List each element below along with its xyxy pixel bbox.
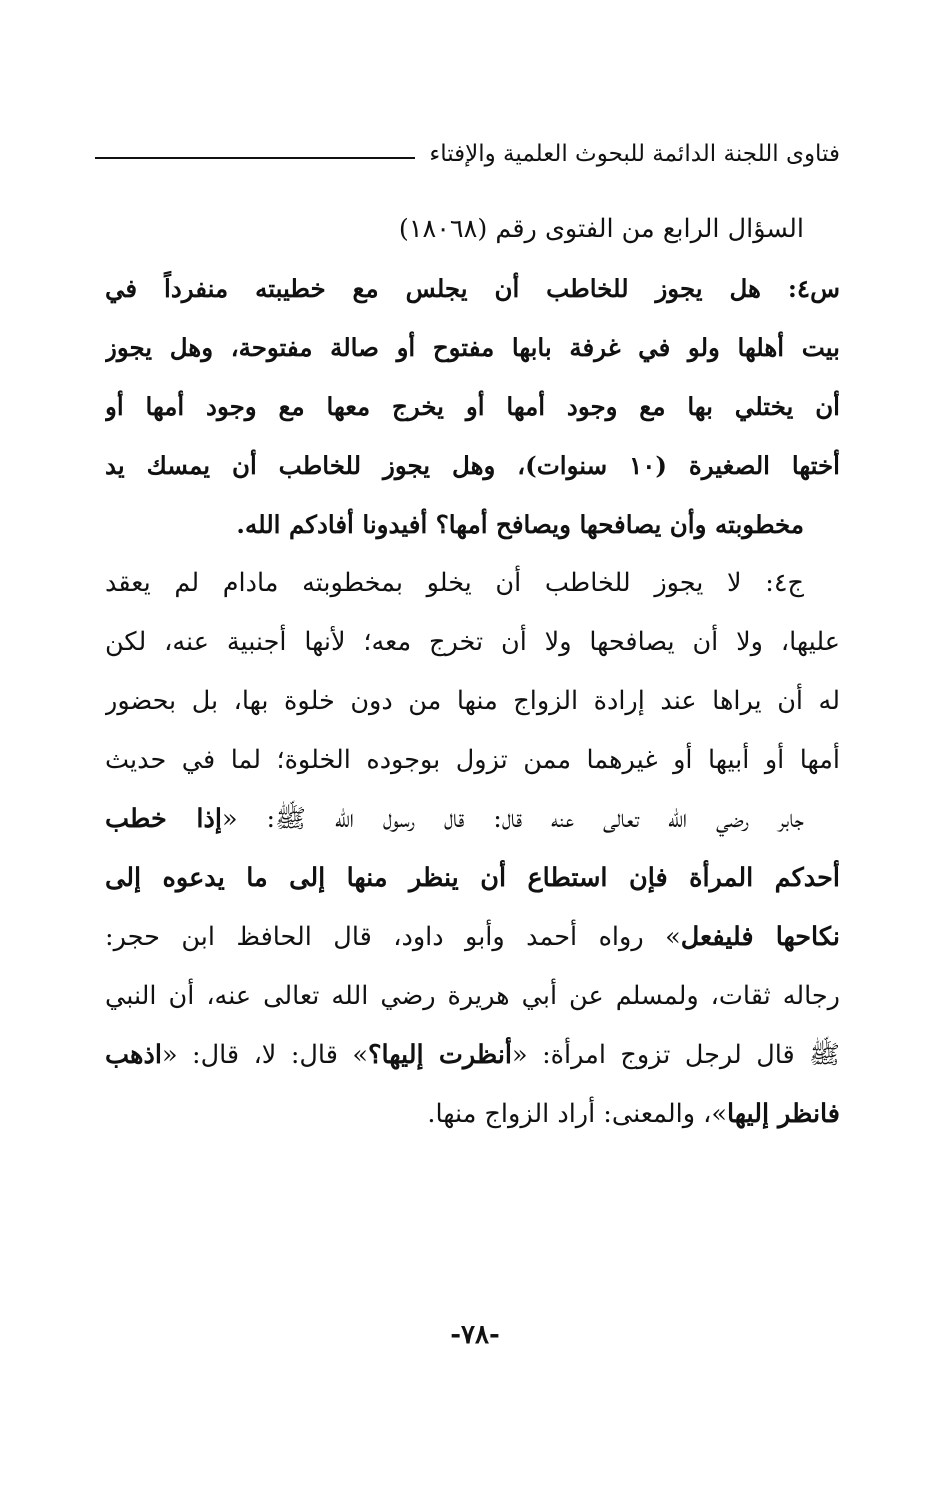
answer-text: ﷺ قال لرجل تزوج امرأة: « bbox=[512, 1040, 840, 1070]
answer-line bbox=[105, 908, 840, 967]
answer-line: عليها، ولا أن يصافحها ولا أن تخرج معه؛ لأنها أجنبية عنه، لكن bbox=[105, 627, 840, 657]
hadith-text: أحدكم المرأة فإن استطاع أن ينظر منها إلى ما يدعوه إلى bbox=[105, 863, 840, 893]
answer-line: رجاله ثقات، ولمسلم عن أبي هريرة رضي الله تعالى عنه، أن النبي bbox=[105, 981, 840, 1011]
running-header bbox=[95, 134, 840, 174]
answer-text: »، والمعنى: أراد الزواج منها. bbox=[427, 1099, 727, 1129]
hadith-text: نكاحها فليفعل bbox=[680, 922, 840, 952]
question-line: مخطوبته وأن يصافحها ويصافح أمها؟ أفيدونا أفادكم الله. bbox=[236, 510, 804, 539]
answer-line: له أن يراها عند إرادة الزواج منها من دون خلوة بها، بل بحضور bbox=[105, 686, 840, 716]
hadith-text: أنظرت إليها؟ bbox=[367, 1040, 512, 1070]
fatwa-intro: السؤال الرابع من الفتوى رقم (١٨٠٦٨) bbox=[398, 214, 804, 244]
question-line: أختها الصغيرة (١٠ سنوات)، وهل يجوز للخاطب أن يمسك يد bbox=[105, 451, 840, 480]
question-line: بيت أهلها ولو في غرفة بابها مفتوح أو صالة مفتوحة، وهل يجوز bbox=[105, 333, 840, 362]
hadith-text: فانظر إليها bbox=[727, 1099, 840, 1129]
header-title: فتاوى اللجنة الدائمة للبحوث العلمية والإفتاء bbox=[429, 141, 840, 167]
answer-text: » قال: لا، قال: « bbox=[161, 1040, 368, 1070]
hadith-text: إذا خطب bbox=[105, 804, 222, 834]
answer-line bbox=[105, 1085, 840, 1144]
hadith-text: اذهب bbox=[105, 1040, 162, 1070]
answer-line bbox=[105, 790, 840, 849]
answer-line: ج٤: لا يجوز للخاطب أن يخلو بمخطوبته مادام لم يعقد bbox=[105, 568, 804, 598]
answer-line bbox=[105, 1026, 840, 1085]
header-rule bbox=[95, 157, 415, 159]
question-block bbox=[105, 259, 840, 554]
answer-line bbox=[105, 849, 840, 908]
answer-text: جابر رضي الله تعالى عنه قال: قال رسول الله ﷺ: « bbox=[221, 804, 805, 834]
question-line: س٤: هل يجوز للخاطب أن يجلس مع خطيبته منفرداً في bbox=[105, 274, 840, 303]
body-text bbox=[105, 200, 840, 1144]
answer-text: » رواه أحمد وأبو داود، قال الحافظ ابن حجر: bbox=[105, 922, 681, 952]
question-line: أن يختلي بها مع وجود أمها أو يخرج معها مع وجود أمها أو bbox=[105, 392, 840, 421]
page-number: -٧٨- bbox=[450, 1320, 500, 1350]
answer-block bbox=[105, 554, 840, 1144]
answer-line: أمها أو أبيها أو غيرهما ممن تزول بوجوده الخلوة؛ لما في حديث bbox=[105, 745, 840, 775]
